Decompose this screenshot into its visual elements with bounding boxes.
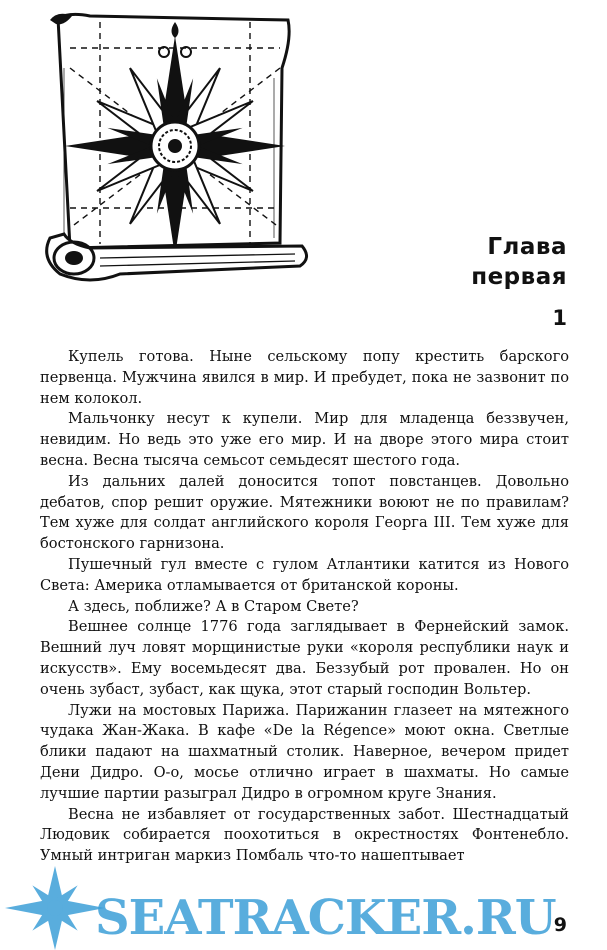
paragraph: Весна не избавляет от государственных забот. Шестнадцатый Людовик собирается поохотиться в окрестностях Фонтенебло. Умный интриган маркиз Помбаль что-то нашептывает <box>40 805 569 865</box>
chapter-title <box>471 232 567 292</box>
paragraph: Пушечный гул вместе с гулом Атлантики катится из Нового Света: Америка отламывается от британской короны. <box>40 555 569 594</box>
paragraph: А здесь, поближе? А в Старом Свете? <box>68 597 359 615</box>
watermark-star-icon <box>0 860 110 950</box>
section-number: 1 <box>552 306 567 330</box>
chapter-title-line1: Глава <box>487 234 567 260</box>
page-number: 9 <box>553 914 567 936</box>
paragraph: Из дальних далей доносится топот повстанцев. Довольно дебатов, спор решит оружие. Мятежники воюют не по правилам? Тем хуже для солдат английского короля Георга III. Тем хуже для бостонского гарнизона. <box>40 472 569 553</box>
chapter-title-line2: первая <box>471 264 567 290</box>
compass-rose-scroll-illustration <box>30 8 312 290</box>
watermark-text: SEATRACKER.RU <box>95 890 556 946</box>
paragraph: Лужи на мостовых Парижа. Парижанин глазеет на мятежного чудака Жан-Жака. В кафе «De la Régence» моют окна. Светлые блики падают на шахматный столик. Наверное, вечером придет Дени Дидро. О-о, мосье отлично играет в шахматы. Но самые лучшие партии разыграл Дидро в огромном круге Знания. <box>40 701 569 802</box>
body-text <box>40 347 569 867</box>
paragraph: Мальчонку несут к купели. Мир для младенца беззвучен, невидим. Но ведь это уже его мир. И на дворе этого мира стоит весна. Весна тысяча семьсот семьдесят шестого года. <box>40 410 569 469</box>
paragraph: Купель готова. Ныне сельскому попу крестить барского первенца. Мужчина явился в мир. И пребудет, пока не зазвонит по нем колокол. <box>40 348 569 407</box>
paragraph: Вешнее солнце 1776 года заглядывает в Фернейский замок. Вешний луч ловят морщинистые руки «короля республики наук и искусств». Ему восемьдесят два. Беззубый рот провален. Но он очень зубаст, зубаст, как щука, этот старый господин Вольтер. <box>40 618 569 698</box>
